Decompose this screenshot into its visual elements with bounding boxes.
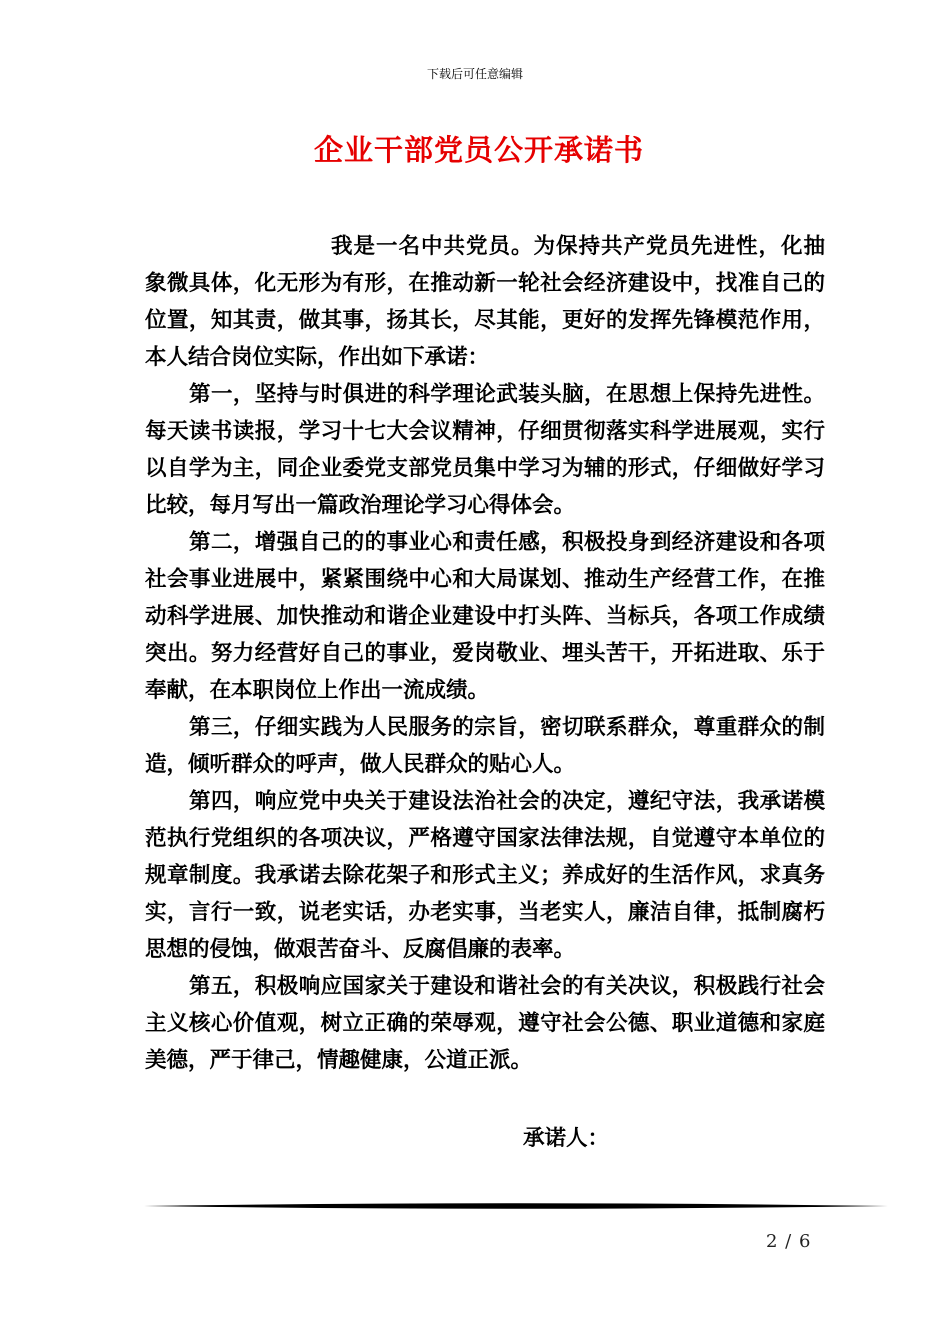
footer-divider [144, 1202, 888, 1210]
pledge-paragraph-3: 第三，仔细实践为人民服务的宗旨，密切联系群众，尊重群众的制造，倾听群众的呼声，做人民群众的贴心人。 [145, 715, 825, 777]
page-number: 2 / 6 [766, 1231, 812, 1252]
pledge-paragraph-2: 第二，增强自己的的事业心和责任感，积极投身到经济建设和各项社会事业进展中，紧紧围绕中心和大局谋划、推动生产经营工作，在推动科学进展、加快推动和谐企业建设中打头阵、当标兵，各项工作成绩突出。努力经营好自己的事业，爱岗敬业、埋头苦干，开拓进取、乐于奉献，在本职岗位上作出一流成绩。 [145, 530, 825, 703]
pledge-paragraph-4: 第四，响应党中央关于建设法治社会的决定，遵纪守法，我承诺模范执行党组织的各项决议，严格遵守国家法律法规，自觉遵守本单位的规章制度。我承诺去除花架子和形式主义；养成好的生活作风，求真务实，言行一致，说老实话，办老实事，当老实人，廉洁自律，抵制腐朽思想的侵蚀，做艰苦奋斗、反腐倡廉的表率。 [145, 789, 825, 962]
pledge-paragraph-1: 第一，坚持与时俱进的科学理论武装头脑，在思想上保持先进性。每天读书读报，学习十七大会议精神，仔细贯彻落实科学进展观，实行以自学为主，同企业委党支部党员集中学习为辅的形式，仔细做好学习比较，每月写出一篇政治理论学习心得体会。 [145, 382, 825, 518]
signature-label: 承诺人： [523, 1126, 610, 1151]
document-title: 企业干部党员公开承诺书 [313, 133, 644, 167]
intro-paragraph: 我是一名中共党员。为保持共产党员先进性，化抽象微具体，化无形为有形，在推动新一轮社会经济建设中，找准自己的位置，知其责，做其事，扬其长，尽其能，更好的发挥先锋模范作用，本人结合岗位实际，作出如下承诺： [145, 234, 825, 370]
pledge-paragraph-5: 第五，积极响应国家关于建设和谐社会的有关决议，积极践行社会主义核心价值观，树立正确的荣辱观，遵守社会公德、职业道德和家庭美德，严于律己，情趣健康，公道正派。 [145, 974, 825, 1073]
header-note: 下载后可任意编辑 [426, 67, 523, 81]
document-body [145, 228, 825, 1079]
